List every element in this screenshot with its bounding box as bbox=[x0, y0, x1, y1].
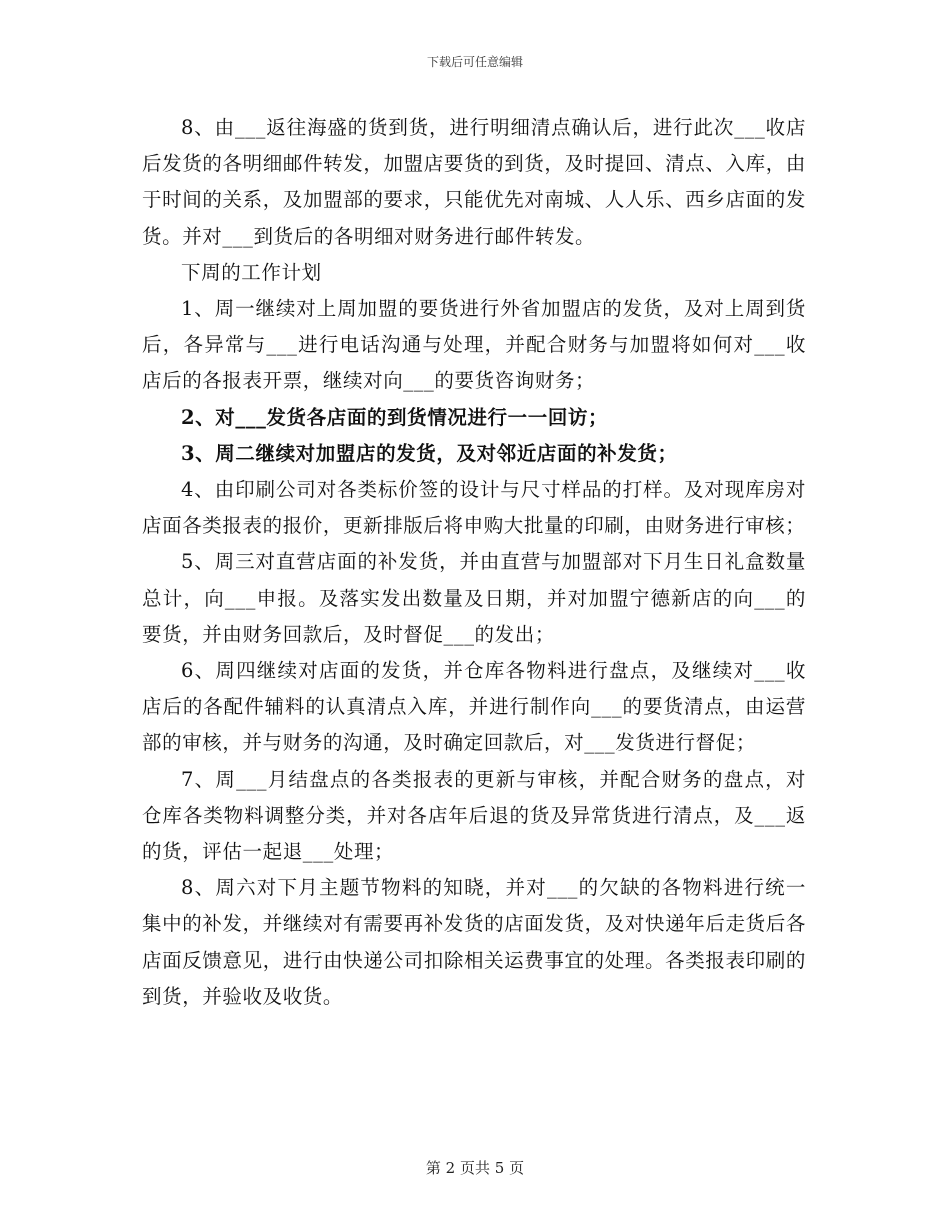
plan-item-8: 8、周六对下月主题节物料的知晓，并对___的欠缺的各物料进行统一集中的补发，并继续对有需要再补发货的店面发货，及对快递年后走货后各店面反馈意见，进行由快递公司扣除相关运费事宜的处理。各类报表印刷的到货，并验收及收货。 bbox=[142, 876, 806, 1008]
plan-item-6: 6、周四继续对店面的发货，并仓库各物料进行盘点，及继续对___收店后的各配件辅料的认真清点入库，并进行制作向___的要货清点，由运营部的审核，并与财务的沟通，及时确定回款后，对___发货进行督促； bbox=[142, 659, 806, 755]
plan-item-5: 5、周三对直营店面的补发货，并由直营与加盟部对下月生日礼盒数量总计，向___申报。及落实发出数量及日期，并对加盟宁德新店的向___的要货，并由财务回款后，及时督促___的发出； bbox=[142, 550, 806, 646]
plan-item-1: 1、周一继续对上周加盟的要货进行外省加盟店的发货，及对上周到货后，各异常与___进行电话沟通与处理，并配合财务与加盟将如何对___收店后的各报表开票，继续对向___的要货咨询财务； bbox=[142, 297, 806, 393]
plan-item-7: 7、周___月结盘点的各类报表的更新与审核，并配合财务的盘点，对仓库各类物料调整分类，并对各店年后退的货及异常货进行清点，及___返的货，评估一起退___处理； bbox=[142, 767, 806, 864]
document-body bbox=[142, 110, 806, 1015]
plan-item-4: 4、由印刷公司对各类标价签的设计与尺寸样品的打样。及对现库房对店面各类报表的报价，更新排版后将申购大批量的印刷，由财务进行审核； bbox=[142, 478, 806, 538]
section-heading-next-week-plan: 下周的工作计划 bbox=[181, 260, 322, 284]
page-header: 下载后可任意编辑 bbox=[426, 55, 523, 69]
paragraph-item-8-delivery: 8、由___返往海盛的货到货，进行明细清点确认后，进行此次___收店后发货的各明细邮件转发，加盟店要货的到货，及时提回、清点、入库，由于时间的关系，及加盟部的要求，只能优先对南城、人人乐、西乡店面的发货。并对___到货后的各明细对财务进行邮件转发。 bbox=[142, 116, 806, 248]
plan-item-3: 3、周二继续对加盟店的发货，及对邻近店面的补发货； bbox=[181, 441, 678, 465]
plan-item-2: 2、对___发货各店面的到货情况进行一一回访； bbox=[181, 405, 609, 429]
page-number-footer: 第 2 页共 5 页 bbox=[425, 1159, 525, 1177]
